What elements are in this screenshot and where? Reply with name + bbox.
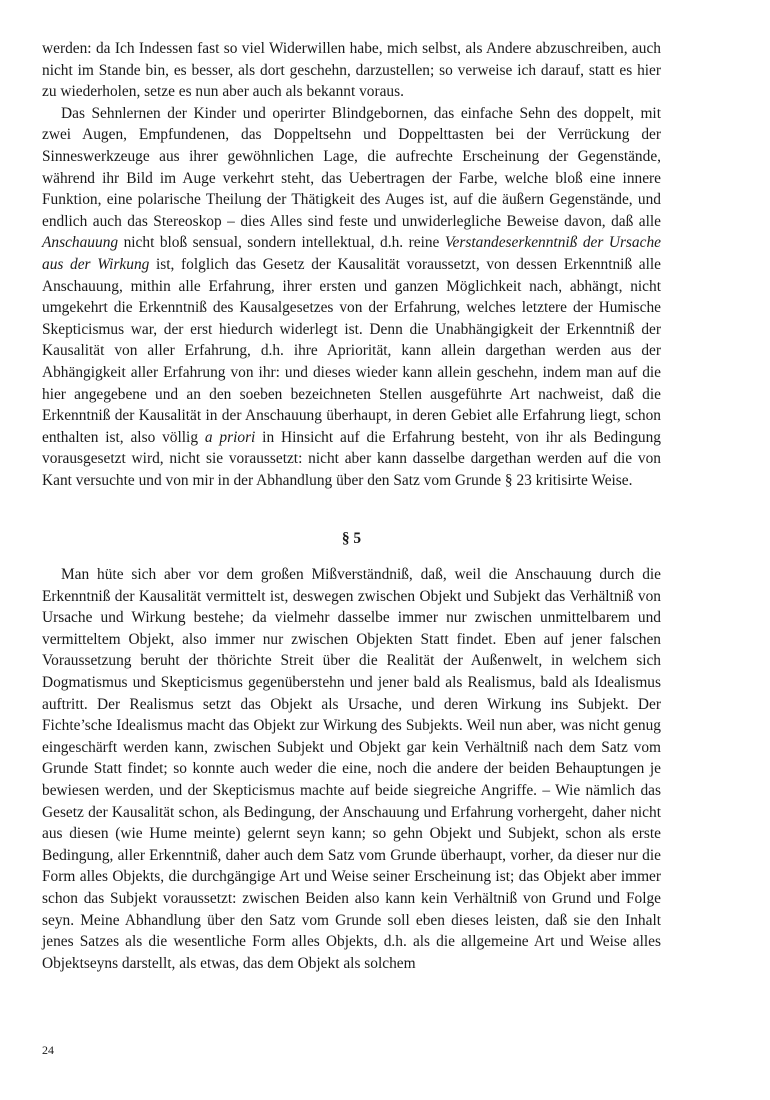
- text-run: ist, folglich das Gesetz der Kausalität voraussetzt, von dessen Erkenntniß alle Anschauung, mithin alle Erfahrung, ihrer ersten und ganzen Möglichkeit nach, abhängt, nicht umgekehrt die Erkenntniß des Kausalgesetzes von der Erfahrung, welches letztere der Humische Skepticismus war, der erst hiedurch widerlegt ist. Denn die Unabhängigkeit der Erkenntniß der Kausalität von aller Erfahrung, d.h. ihre Apriorität, kann allein dargethan werden aus der Abhängigkeit aller Erfahrung von ihr: und dieses wieder kann allein geschehn, indem man auf die hier angegebene und an den soeben bezeichneten Stellen ausgeführte Art nachweist, daß die Erkenntniß der Kausalität in der Anschauung überhaupt, in deren Gebiet alle Erfahrung liegt, schon enthalten ist, also völlig: [42, 255, 661, 446]
- section-heading: § 5: [341, 530, 362, 548]
- emphasis-anschauung: Anschauung: [42, 234, 119, 252]
- emphasis-verstandeserkenntniss: Verstandeserkenntniß der Ursache aus der Wirkung: [42, 234, 661, 273]
- page-body: [42, 38, 661, 974]
- paragraph-continuation: werden: da Ich Indessen fast so viel Widerwillen habe, mich selbst, als Andere abzuschreiben, auch nicht im Stande bin, es besser, als dort geschehn, darzustellen; so verweise ich darauf, statt es hier zu wiederholen, setze es nun aber auch als bekannt voraus.: [42, 40, 661, 101]
- paragraph-sehnlernen: [42, 103, 661, 492]
- page-number: 24: [42, 1043, 54, 1057]
- text-run: nicht bloß sensual, sondern intellektual, d.h. reine: [118, 234, 445, 252]
- text-run: Das Sehnlernen der Kinder und operirter Blindgebornen, das einfache Sehn des doppelt, mit zwei Augen, Empfundenen, das Doppeltsehn und Doppelttasten bei der Verrückung der Sinneswerkzeuge aus ihrer gewöhnlichen Lage, die aufrechte Erscheinung der Gegenstände, während ihr Bild im Auge verkehrt steht, das Uebertragen der Farbe, welche bloß eine innere Funktion, eine polarische Theilung der Thätigkeit des Auges ist, auf die äußern Gegenstände, und endlich auch das Stereoskop – dies Alles sind feste und unwiderlegliche Beweise davon, daß alle: [42, 104, 661, 230]
- text-run: in Hinsicht auf die Erfahrung besteht, von ihr als Bedingung vorausgesetzt wird, nicht sie voraussetzt: nicht aber kann dasselbe dargethan werden auf die von Kant versuchte und von mir in der Abhandlung über den Satz vom Grunde § 23 kritisirte Weise.: [42, 428, 661, 489]
- emphasis-a-priori: a priori: [204, 428, 256, 446]
- paragraph-missverstaendniss: Man hüte sich aber vor dem großen Mißverständniß, daß, weil die Anschauung durch die Erkenntniß der Kausalität vermittelt ist, deswegen zwischen Objekt und Subjekt das Verhältniß von Ursache und Wirkung bestehe; da vielmehr dasselbe immer nur zwischen unmittelbarem und vermitteltem Objekt, also immer nur zwischen Objekten Statt findet. Eben auf jener falschen Voraussetzung beruht der thörichte Streit über die Realität der Außenwelt, in welchem sich Dogmatismus und Skepticismus gegenüberstehn und jener bald als Realismus, bald als Idealismus auftritt. Der Realismus setzt das Objekt als Ursache, und deren Wirkung ins Subjekt. Der Fichte’sche Idealismus macht das Objekt zur Wirkung des Subjekts. Weil nun aber, was nicht genug eingeschärft werden kann, zwischen Subjekt und Objekt gar kein Verhältniß nach dem Satz vom Grunde Statt findet; so konnte auch weder die eine, noch die andere der beiden Behauptungen je bewiesen werden, und der Skepticismus machte auf beide siegreiche Angriffe. – Wie nämlich das Gesetz der Kausalität schon, als Bedingung, der Anschauung und Erfahrung vorhergeht, daher nicht aus diesen (wie Hume meinte) gelernt seyn kann; so gehn Objekt und Subjekt, schon als erste Bedingung, aller Erkenntniß, daher auch dem Satz vom Grunde überhaupt, vorher, da dieser nur die Form alles Objekts, die durchgängige Art und Weise seiner Erscheinung ist; das Objekt aber immer schon das Subjekt voraussetzt: zwischen Beiden also kann kein Verhältniß von Grund und Folge seyn. Meine Abhandlung über den Satz vom Grunde soll eben dieses leisten, daß sie den Inhalt jenes Satzes als die wesentliche Form alles Objekts, d.h. als die allgemeine Art und Weise alles Objektseyns darstellt, als etwas, das dem Objekt als solchem: [42, 566, 661, 972]
